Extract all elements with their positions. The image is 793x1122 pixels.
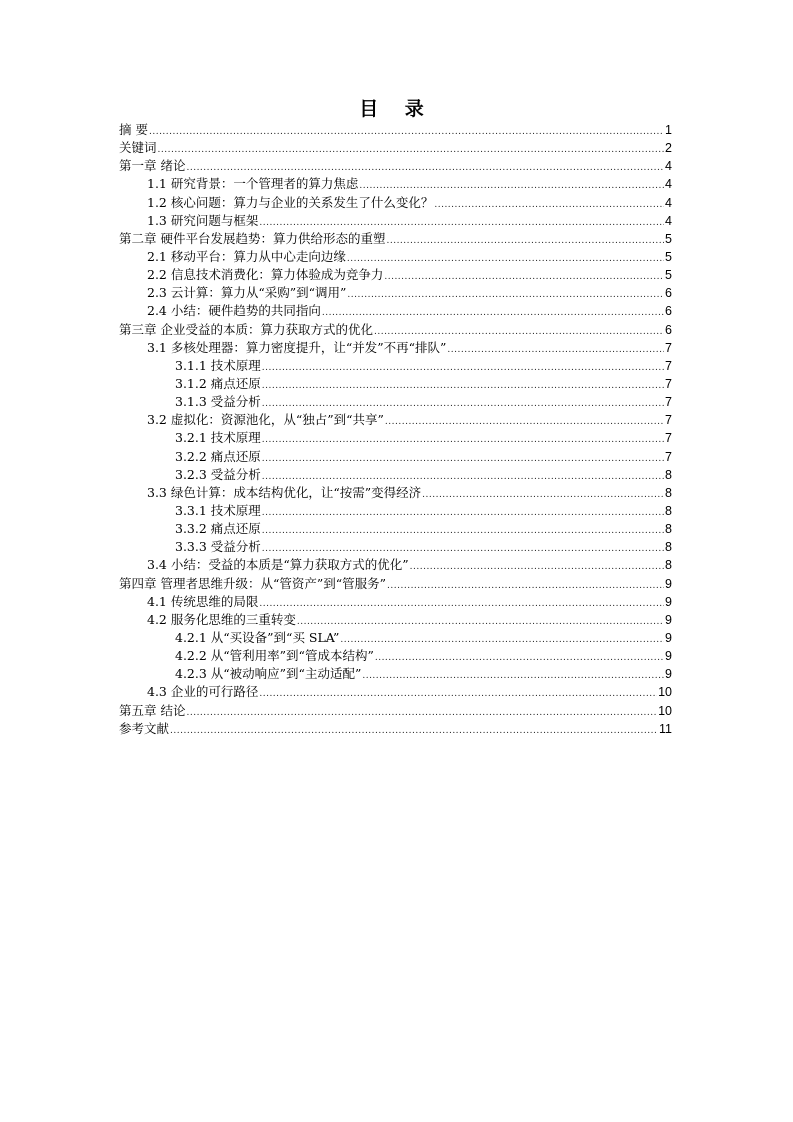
- toc-entry-page-number: 1: [665, 123, 672, 137]
- toc-entry-label: 3.1.3 受益分析: [175, 394, 261, 410]
- toc-entry[interactable]: [119, 466, 672, 484]
- toc-entry-label: 3.2.1 技术原理: [175, 430, 261, 446]
- toc-entry-label: 3.1.1 技术原理: [175, 357, 261, 373]
- toc-entry-page-number: 6: [665, 322, 672, 337]
- toc-entry-label: 4.1 传统思维的局限: [147, 593, 259, 609]
- toc-entry-page-number: 7: [665, 358, 672, 373]
- toc-entry-page-number: 11: [659, 721, 672, 736]
- toc-entry-page-number: 6: [665, 286, 672, 301]
- toc-entry-page-number: 8: [665, 540, 672, 555]
- toc-entry-page-number: 9: [665, 576, 672, 591]
- toc-entry-page-number: 5: [665, 249, 672, 264]
- toc-entry-page-number: 4: [665, 177, 672, 192]
- toc-entry[interactable]: [119, 121, 672, 139]
- toc-entry[interactable]: [119, 411, 672, 429]
- toc-entry[interactable]: [119, 375, 672, 393]
- dot-leader: [322, 304, 664, 322]
- toc-entry[interactable]: [119, 230, 672, 248]
- toc-entry[interactable]: [119, 647, 672, 665]
- table-of-contents: [119, 121, 672, 738]
- dot-leader: [297, 613, 664, 631]
- toc-entry-label: 3.2 虚拟化：资源池化，从“独占”到“共享”: [147, 412, 384, 428]
- toc-entry-page-number: 8: [665, 522, 672, 537]
- toc-entry[interactable]: [119, 302, 672, 320]
- toc-entry-label: 3.1.2 痛点还原: [175, 375, 261, 391]
- dot-leader: [375, 649, 664, 667]
- toc-entry-label: 2.3 云计算：算力从“采购”到“调用”: [147, 285, 347, 301]
- toc-entry-label: 第一章 绪论: [119, 158, 186, 174]
- toc-entry-page-number: 9: [665, 594, 672, 609]
- toc-entry-page-number: 4: [665, 195, 672, 210]
- toc-entry-label: 3.2.3 受益分析: [175, 466, 261, 482]
- toc-entry-page-number: 7: [665, 395, 672, 410]
- toc-entry-label: 第五章 结论: [119, 702, 186, 718]
- toc-entry-label: 第四章 管理者思维升级：从“管资产”到“管服务”: [119, 575, 387, 591]
- toc-entry-label: 2.2 信息技术消费化：算力体验成为竞争力: [147, 267, 384, 283]
- toc-entry-label: 4.2.3 从“被动响应”到“主动适配”: [175, 666, 362, 682]
- toc-entry-label: 3.3.1 技术原理: [175, 502, 261, 518]
- toc-entry-label: 1.1 研究背景：一个管理者的算力焦虑: [147, 176, 359, 192]
- toc-entry-label: 3.4 小结：受益的本质是“算力获取方式的优化”: [147, 557, 409, 573]
- toc-entry-label: 参考文献: [119, 720, 170, 736]
- toc-entry-page-number: 4: [665, 159, 672, 174]
- toc-entry-page-number: 5: [665, 268, 672, 283]
- dot-leader: [262, 522, 664, 540]
- toc-entry-label: 1.2 核心问题：算力与企业的关系发生了什么变化？: [147, 194, 434, 210]
- toc-entry[interactable]: [119, 593, 672, 611]
- toc-entry[interactable]: [119, 611, 672, 629]
- toc-entry-page-number: 9: [665, 667, 672, 682]
- toc-entry-page-number: 9: [665, 612, 672, 627]
- toc-entry-label: 3.3 绿色计算：成本结构优化，让“按需”变得经济: [147, 484, 422, 500]
- toc-entry-label: 2.4 小结：硬件趋势的共同指向: [147, 303, 321, 319]
- toc-entry-page-number: 7: [665, 413, 672, 428]
- dot-leader: [386, 232, 664, 250]
- toc-entry[interactable]: [119, 266, 672, 284]
- toc-entry-page-number: 2: [665, 141, 672, 156]
- toc-entry[interactable]: [119, 484, 672, 502]
- toc-entry-label: 第二章 硬件平台发展趋势：算力供给形态的重塑: [119, 230, 386, 246]
- dot-leader: [384, 268, 664, 286]
- toc-entry-label: 3.3.3 受益分析: [175, 539, 261, 555]
- toc-entry-page-number: 8: [665, 467, 672, 482]
- toc-entry[interactable]: [119, 575, 672, 593]
- toc-entry-label: 4.2 服务化思维的三重转变: [147, 611, 296, 627]
- dot-leader: [259, 595, 664, 613]
- toc-entry[interactable]: [119, 212, 672, 230]
- toc-entry-page-number: 4: [665, 213, 672, 228]
- dot-leader: [340, 631, 664, 649]
- toc-entry-label: 摘 要: [119, 122, 148, 137]
- dot-leader: [262, 359, 664, 377]
- toc-entry-page-number: 5: [665, 231, 672, 246]
- dot-leader: [385, 413, 664, 431]
- toc-title: 目 录: [359, 98, 434, 120]
- dot-leader: [158, 141, 665, 159]
- toc-entry[interactable]: [119, 448, 672, 466]
- toc-entry-page-number: 10: [658, 703, 672, 718]
- toc-entry[interactable]: [119, 702, 672, 720]
- dot-leader: [186, 704, 657, 722]
- toc-entry-page-number: 8: [665, 485, 672, 500]
- toc-entry-label: 第三章 企业受益的本质：算力获取方式的优化: [119, 321, 373, 337]
- toc-entry-page-number: 10: [658, 685, 672, 700]
- dot-leader: [262, 377, 664, 395]
- dot-leader: [362, 667, 664, 685]
- dot-leader: [262, 450, 664, 468]
- toc-entry-page-number: 8: [665, 503, 672, 518]
- toc-entry[interactable]: [119, 248, 672, 266]
- dot-leader: [410, 558, 664, 576]
- toc-entry[interactable]: [119, 284, 672, 302]
- toc-entry-label: 4.2.2 从“管利用率”到“管成本结构”: [175, 648, 374, 664]
- dot-leader: [262, 504, 664, 522]
- toc-entry-label: 3.1 多核处理器：算力密度提升，让“并发”不再“排队”: [147, 339, 447, 355]
- dot-leader: [434, 196, 664, 214]
- toc-entry-page-number: 6: [665, 304, 672, 319]
- toc-entry-label: 2.1 移动平台：算力从中心走向边缘: [147, 248, 346, 264]
- toc-entry-label: 1.3 研究问题与框架: [147, 212, 259, 228]
- toc-entry-page-number: 7: [665, 449, 672, 464]
- toc-entry[interactable]: [119, 629, 672, 647]
- toc-entry-label: 3.3.2 痛点还原: [175, 521, 261, 537]
- dot-leader: [447, 341, 664, 359]
- toc-entry[interactable]: [119, 683, 672, 701]
- toc-entry[interactable]: [119, 175, 672, 193]
- toc-entry[interactable]: [119, 556, 672, 574]
- toc-entry[interactable]: [119, 157, 672, 175]
- toc-entry-page-number: 7: [665, 431, 672, 446]
- toc-entry-label: 关键词: [119, 140, 157, 156]
- dot-leader: [259, 685, 657, 703]
- toc-entry[interactable]: [119, 665, 672, 683]
- toc-entry[interactable]: [119, 357, 672, 375]
- toc-entry-page-number: 9: [665, 630, 672, 645]
- toc-entry[interactable]: [119, 429, 672, 447]
- toc-entry-label: 3.2.2 痛点还原: [175, 448, 261, 464]
- toc-entry[interactable]: [119, 339, 672, 357]
- toc-entry[interactable]: [119, 139, 672, 157]
- toc-entry-page-number: 9: [665, 649, 672, 664]
- dot-leader: [422, 486, 664, 504]
- toc-entry[interactable]: [119, 393, 672, 411]
- dot-leader: [262, 431, 664, 449]
- dot-leader: [347, 250, 664, 268]
- dot-leader: [149, 123, 664, 141]
- dot-leader: [347, 286, 664, 304]
- toc-entry[interactable]: [119, 520, 672, 538]
- toc-entry-page-number: 7: [665, 340, 672, 355]
- toc-entry-label: 4.3 企业的可行路径: [147, 684, 259, 700]
- toc-entry[interactable]: [119, 502, 672, 520]
- dot-leader: [170, 722, 658, 740]
- toc-entry[interactable]: [119, 538, 672, 556]
- toc-entry-label: 4.2.1 从“买设备”到“买 SLA”: [175, 629, 340, 645]
- toc-entry[interactable]: [119, 720, 672, 738]
- toc-entry-page-number: 8: [665, 558, 672, 573]
- dot-leader: [387, 577, 664, 595]
- toc-entry[interactable]: [119, 321, 672, 339]
- toc-entry-page-number: 7: [665, 376, 672, 391]
- toc-entry[interactable]: [119, 194, 672, 212]
